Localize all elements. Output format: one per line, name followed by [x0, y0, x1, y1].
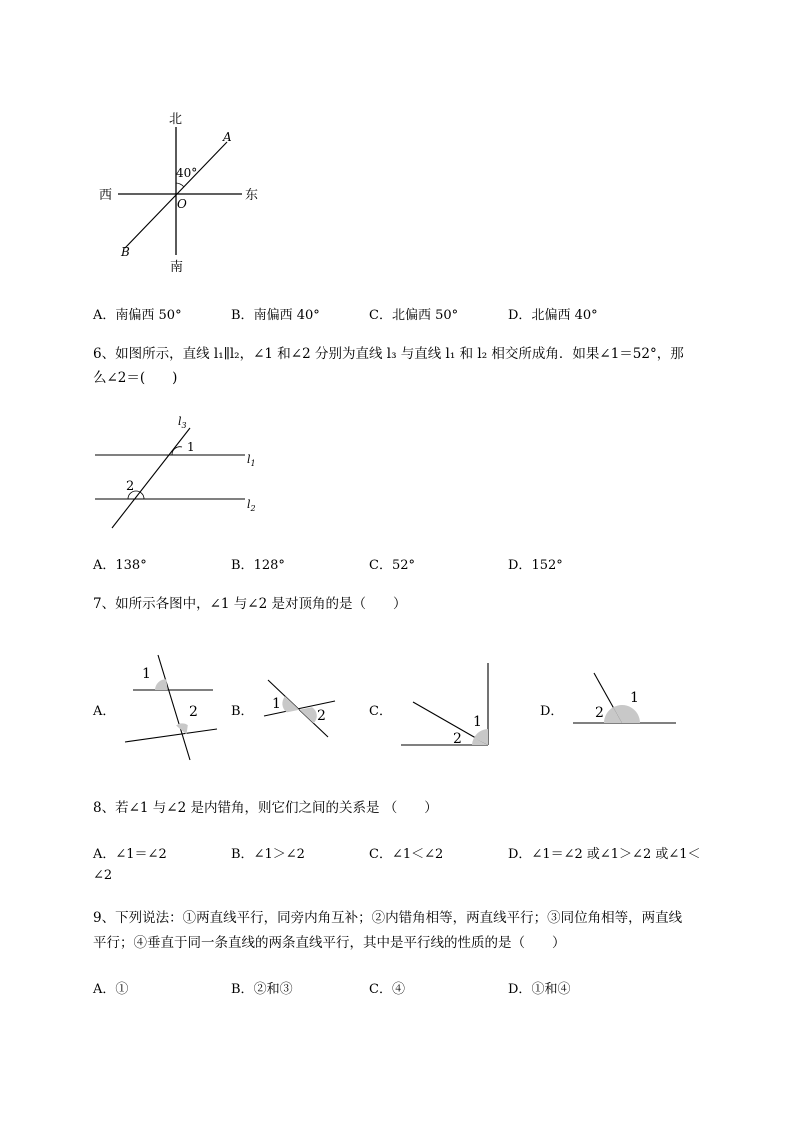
q6-option-b[interactable]	[231, 554, 285, 573]
q6-l2-label: $l_2$	[247, 498, 256, 513]
q7-c-angle1-label: 1	[473, 714, 482, 730]
compass-origin-label: O	[177, 197, 187, 211]
q7-d-angle2-label: 2	[595, 705, 604, 721]
option-text: ①和④	[531, 982, 571, 997]
q7-figure-b	[258, 670, 343, 745]
q8-stem: 8、若∠1 与∠2 是内错角，则它们之间的关系是 （ ）	[93, 800, 438, 816]
q8-option-d-wrap: ∠2	[93, 868, 113, 883]
q5-option-c[interactable]	[369, 304, 458, 323]
compass-ray-a-label: A	[223, 130, 232, 144]
option-letter: D．	[508, 847, 532, 862]
option-text: ①	[115, 982, 129, 997]
q7-figure-d	[570, 665, 680, 730]
option-text: 152°	[531, 558, 563, 573]
q9-stem-line1: 9、下列说法：①两直线平行，同旁内角互补；②内错角相等，两直线平行；③同位角相等，两直线	[93, 910, 683, 926]
q7-d-angle1-label: 1	[630, 690, 639, 706]
q7-option-b-letter[interactable]: B．	[231, 704, 254, 719]
option-letter: B．	[231, 308, 254, 323]
q6-l1-label: $l_1$	[247, 453, 256, 468]
q6-stem-line1: 6、如图所示，直线 l₁∥l₂，∠1 和∠2 分别为直线 l₃ 与直线 l₁ 和 l₂ 相交所成角．如果∠1＝52°，那	[93, 346, 684, 362]
q7-option-c-letter[interactable]: C．	[369, 704, 392, 719]
option-letter: C．	[369, 847, 392, 862]
option-text: 南偏西 40°	[253, 308, 320, 323]
q7-stem: 7、如所示各图中，∠1 与∠2 是对顶角的是（ ）	[93, 596, 407, 612]
q5-option-a[interactable]	[93, 304, 182, 323]
option-text: 138°	[115, 558, 147, 573]
option-text: ∠1＜∠2	[391, 847, 444, 862]
q9-option-c[interactable]	[369, 978, 405, 997]
option-letter: B．	[231, 982, 254, 997]
q6-angle1-label: 1	[187, 440, 195, 454]
option-text: 52°	[391, 558, 415, 573]
q8-option-c[interactable]	[369, 843, 443, 862]
compass-north-label: 北	[169, 112, 183, 127]
q7-option-d-letter[interactable]: D．	[540, 704, 564, 719]
compass-west-label: 西	[99, 188, 113, 203]
q7-a-angle1-label: 1	[142, 666, 151, 682]
compass-angle-label: 40°	[176, 166, 198, 180]
option-text: ∠1＞∠2	[253, 847, 305, 862]
option-letter: C．	[369, 558, 392, 573]
q6-option-c[interactable]	[369, 554, 415, 573]
option-letter: D．	[508, 308, 532, 323]
option-text: 北偏西 50°	[391, 308, 459, 323]
option-letter: C．	[369, 308, 392, 323]
q5-option-b[interactable]	[231, 304, 320, 323]
q7-a-angle2-label: 2	[189, 704, 198, 720]
q9-option-d[interactable]	[508, 978, 570, 997]
q6-parallel-lines-figure	[90, 410, 270, 535]
q7-b-angle1-label: 1	[272, 696, 281, 712]
compass-east-label: 东	[245, 188, 259, 203]
q6-stem-line2: 么∠2＝( )	[93, 370, 178, 386]
option-letter: A．	[93, 308, 116, 323]
q8-option-b[interactable]	[231, 843, 305, 862]
q9-option-b[interactable]	[231, 978, 293, 997]
option-text: ∠1＝∠2	[115, 847, 167, 862]
q6-option-a[interactable]	[93, 554, 147, 573]
q8-option-a[interactable]	[93, 843, 167, 862]
q8-option-d[interactable]	[508, 843, 701, 862]
q6-option-d[interactable]	[508, 554, 563, 573]
option-letter: B．	[231, 847, 254, 862]
option-text: ∠1＝∠2 或∠1＞∠2 或∠1＜	[531, 847, 701, 862]
option-letter: C．	[369, 982, 392, 997]
q7-b-angle2-label: 2	[317, 708, 326, 724]
option-letter: A．	[93, 558, 116, 573]
q9-option-a[interactable]	[93, 978, 128, 997]
option-text: 北偏西 40°	[531, 308, 598, 323]
q7-figure-c	[395, 655, 495, 750]
compass-ray-b-label: B	[121, 245, 130, 259]
option-text: 南偏西 50°	[115, 308, 182, 323]
option-letter: B．	[231, 558, 254, 573]
q9-stem-line2: 平行；④垂直于同一条直线的两条直线平行，其中是平行线的性质的是（ ）	[93, 935, 566, 951]
option-letter: D．	[508, 982, 532, 997]
option-letter: D．	[508, 558, 532, 573]
option-letter: A．	[93, 982, 116, 997]
compass-south-label: 南	[170, 260, 184, 275]
compass-figure	[90, 105, 270, 280]
q5-option-d[interactable]	[508, 304, 598, 323]
option-text: ④	[391, 982, 405, 997]
option-letter: A．	[93, 847, 116, 862]
q7-c-angle2-label: 2	[453, 731, 462, 747]
q6-l3-label: $l_3$	[178, 415, 187, 430]
option-text: 128°	[253, 558, 285, 573]
q6-angle2-label: 2	[126, 479, 135, 494]
q7-figure-a	[120, 650, 220, 762]
option-text: ②和③	[253, 982, 293, 997]
q7-option-a-letter[interactable]: A．	[93, 704, 116, 719]
